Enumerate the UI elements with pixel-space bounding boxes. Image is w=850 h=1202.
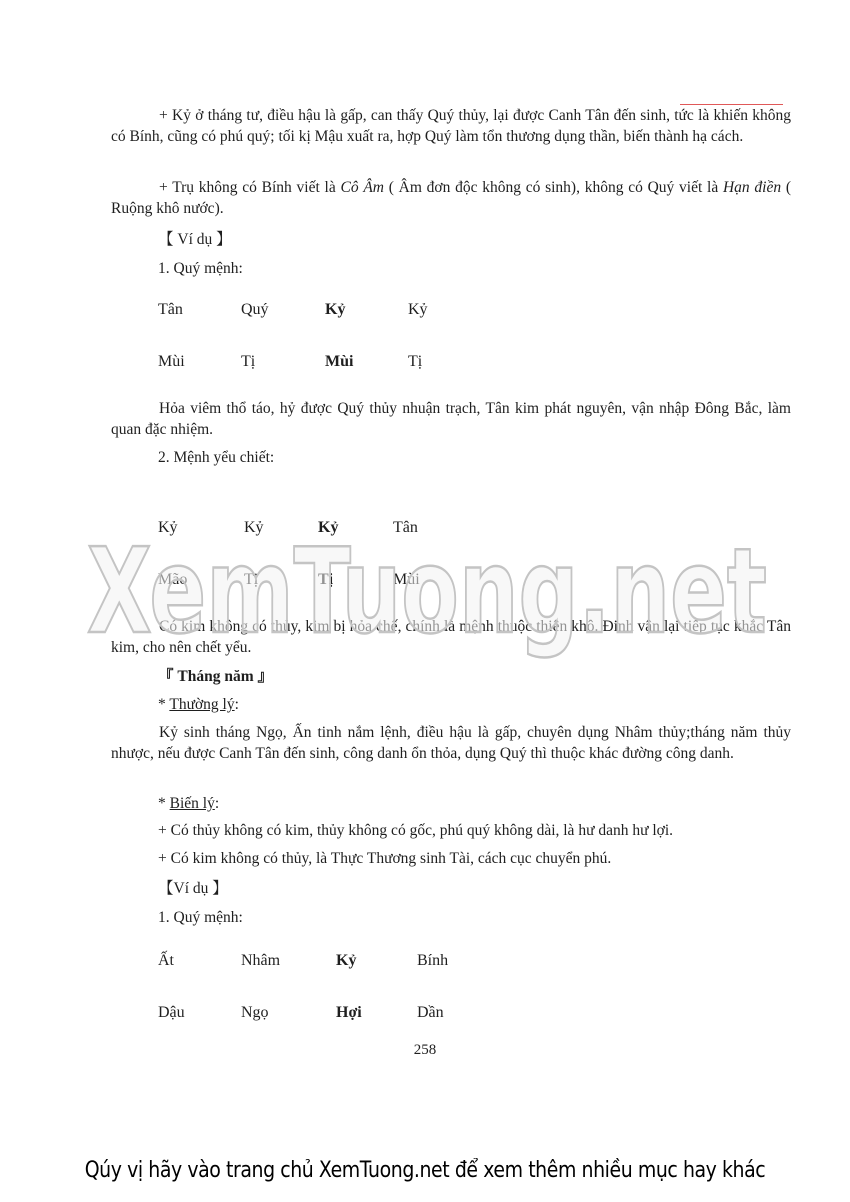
page-number: 258 — [413, 1042, 437, 1058]
branch-year: Mão — [158, 571, 188, 588]
paragraph-hoa-viem: Hỏa viêm thổ táo, hỷ được Quý thủy nhuận trạch, Tân kim phát nguyên, vận nhập Đông Bắc, làm quan đặc nhiệm. — [111, 400, 791, 438]
paragraph-tru-khong-binh — [111, 177, 791, 219]
text-span: ( Ruộng khô nước). — [111, 179, 792, 217]
quy-menh-label-2: 1. Quý mệnh: — [158, 909, 243, 926]
stem-hour: Bính — [417, 952, 449, 969]
text-span: + Trụ không có Bính viết là — [159, 179, 341, 196]
branch-day: Tị — [318, 571, 334, 588]
menh-yeu-chiet-label: 2. Mệnh yểu chiết: — [158, 449, 275, 466]
paragraph-ky-thang-tu: + Kỷ ở tháng tư, điều hậu là gấp, can thấy Quý thủy, lại được Canh Tân đến sinh, tức là khiến không có Bính, cũng có phú quý; tối kị Mậu xuất ra, hợp Quý làm tổn thương dụng thần, biến thành hạ cách. — [111, 107, 791, 145]
branch-day: Mùi — [325, 353, 354, 370]
branch-year: Dậu — [158, 1004, 185, 1021]
stem-year: Ất — [158, 952, 174, 969]
colon: : — [234, 696, 239, 713]
stem-day: Kỷ — [336, 952, 357, 969]
bien-ly-label — [158, 793, 219, 814]
thuong-ly-label — [158, 694, 239, 715]
example-heading-2: 【Ví dụ 】 — [158, 880, 228, 897]
stem-month: Nhâm — [241, 952, 281, 969]
branch-hour: Dần — [417, 1004, 444, 1021]
stem-year: Tân — [158, 301, 183, 318]
term-han-dien: Hạn điền — [722, 179, 782, 196]
branch-hour: Tị — [408, 353, 423, 370]
bullet-star: * — [158, 696, 170, 713]
text-span: ( Âm đơn độc không có sinh), không có Quý viết là — [383, 179, 723, 196]
branch-hour: Mùi — [393, 571, 420, 588]
paragraph-co-thuy-khong-kim: + Có thủy không có kim, thủy không có gốc, phú quý không dài, là hư danh hư lợi. — [158, 822, 674, 839]
stem-day: Kỷ — [318, 519, 339, 536]
bullet-star: * — [158, 795, 170, 812]
thuong-ly-term: Thường lý — [169, 696, 235, 713]
stem-month: Kỷ — [244, 519, 264, 536]
branch-year: Mùi — [158, 353, 185, 370]
branch-month: Ngọ — [241, 1004, 269, 1021]
stem-hour: Tân — [393, 519, 418, 536]
branch-month: Tị — [244, 571, 259, 588]
stem-year: Kỷ — [158, 519, 178, 536]
quy-menh-label-1: 1. Quý mệnh: — [158, 260, 243, 277]
footer-banner-text: Qúy vị hãy vào trang chủ XemTuong.net để xem thêm nhiều mục hay khác — [84, 1158, 766, 1183]
branch-day: Hợi — [336, 1004, 362, 1021]
paragraph-co-kim-khong-thuy: Có kim không có thủy, kim bị hỏa chế, chính là mệnh thuộc thiên khô. Đinh vận lại tiếp tục khắc Tân kim, cho nên chết yểu. — [111, 618, 791, 656]
term-co-am: Cô Âm — [340, 179, 384, 196]
stem-hour: Kỷ — [408, 301, 428, 318]
paragraph-ky-sinh-thang-ngo: Kỷ sinh tháng Ngọ, Ấn tinh nắm lệnh, điều hậu là gấp, chuyên dụng Nhâm thủy;tháng năm thủy nhược, nếu được Canh Tân đến sinh, công danh ổn thỏa, dụng Quý thì thuộc khác đường công danh. — [111, 724, 791, 762]
branch-month: Tị — [241, 353, 256, 370]
stem-month: Quý — [241, 301, 269, 318]
example-heading-1: 【 Ví dụ 】 — [158, 231, 232, 248]
section-heading-thang-nam: 『 Tháng năm 』 — [158, 668, 273, 685]
stem-day: Kỷ — [325, 301, 346, 318]
paragraph-thuc-thuong: + Có kim không có thủy, là Thực Thương sinh Tài, cách cục chuyển phú. — [158, 850, 612, 867]
watermark-text: XemTuong.net — [87, 522, 767, 660]
colon: : — [214, 795, 220, 812]
bien-ly-term: Biến lý — [169, 795, 215, 812]
